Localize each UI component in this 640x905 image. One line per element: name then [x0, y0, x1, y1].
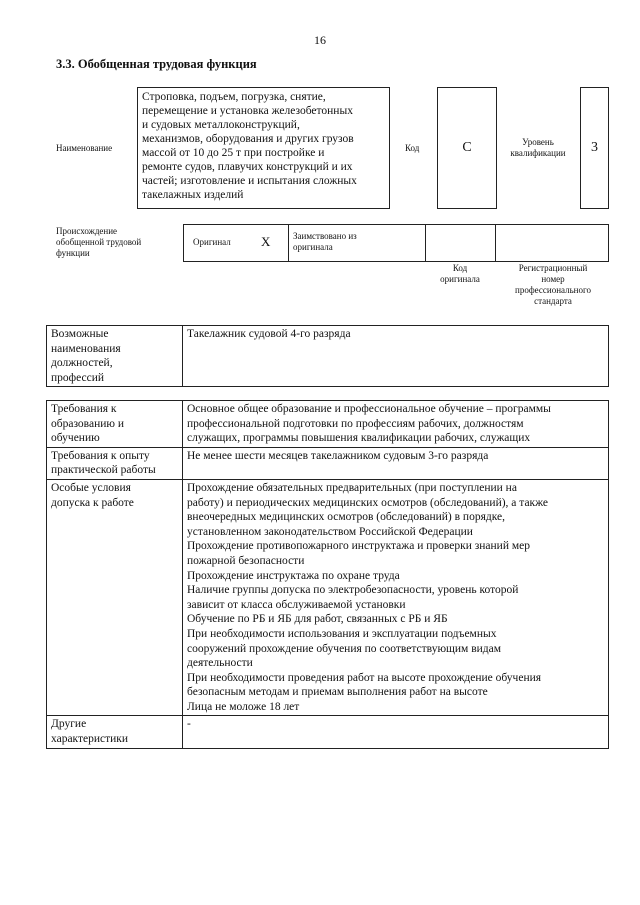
- origin-label-line: обобщенной трудовой: [56, 237, 142, 247]
- origin-label: [56, 226, 141, 259]
- borrowed-label-line: оригинала: [293, 242, 333, 252]
- possible-names-table: [46, 325, 609, 387]
- special-conditions-label-line: Особые условия: [51, 481, 131, 494]
- special-conditions-line: Лица не моложе 18 лет: [187, 700, 300, 713]
- level-box: [580, 87, 609, 209]
- name-line: такелажных изделий: [142, 189, 244, 201]
- name-line: массой от 10 до 25 т при постройке и: [142, 147, 325, 159]
- education-line: служащих, программы повышения квалификации рабочих, служащих: [187, 432, 531, 445]
- special-conditions-line: Прохождение противопожарного инструктажа и проверки знаний мер: [187, 540, 530, 553]
- special-conditions-line: зависит от класса обслуживаемой установки: [187, 598, 406, 611]
- code-original-caption-line: оригинала: [440, 274, 480, 284]
- name-line: перемещение и установка железобетонных: [142, 105, 353, 117]
- reg-number-caption-line: Регистрационный: [518, 263, 588, 273]
- possible-names-value: Такелажник судовой 4-го разряда: [183, 326, 609, 387]
- special-conditions-line: Наличие группы допуска по электробезопасности, уровень которой: [187, 584, 519, 597]
- special-conditions-label: [47, 479, 183, 716]
- table-row: [47, 447, 609, 479]
- special-conditions-value: [183, 479, 609, 716]
- experience-label: [47, 447, 183, 479]
- education-value: [183, 401, 609, 448]
- original-label: Оригинал: [193, 237, 231, 247]
- reg-number-caption-line: профессионального: [515, 285, 591, 295]
- borrowed-label: [293, 231, 357, 253]
- code-label: Код: [405, 143, 420, 153]
- experience-line: Не менее шести месяцев такелажником судовым 3-го разряда: [187, 449, 489, 462]
- origin-label-line: Происхождение: [56, 226, 118, 236]
- table-row: [47, 326, 609, 387]
- other-characteristics-label: [47, 716, 183, 748]
- special-conditions-line: пожарной безопасности: [187, 554, 305, 567]
- special-conditions-line: Прохождение обязательных предварительных (при поступлении на: [187, 481, 517, 494]
- education-label: [47, 401, 183, 448]
- possible-names-label-line: Возможные: [51, 328, 109, 340]
- borrowed-label-line: Заимствовано из: [293, 231, 357, 241]
- special-conditions-line: деятельности: [187, 657, 253, 670]
- origin-table: [183, 224, 609, 262]
- education-label-line: Требования к: [51, 403, 117, 415]
- education-label-line: образованию и: [51, 417, 124, 430]
- special-conditions-line: При необходимости проведения работ на высоте прохождение обучения: [187, 671, 542, 684]
- name-box: [137, 87, 390, 209]
- reg-number-caption-line: стандарта: [534, 296, 572, 306]
- other-characteristics-label-line: Другие: [51, 718, 87, 731]
- experience-label-line: практической работы: [51, 464, 156, 477]
- table-row: [47, 479, 609, 716]
- special-conditions-label-line: допуска к работе: [51, 496, 134, 509]
- level-label-line: квалификации: [510, 148, 566, 158]
- code-value: С: [462, 140, 472, 155]
- possible-names-label: [47, 326, 183, 387]
- code-original-caption: [426, 263, 494, 285]
- original-mark: X: [261, 234, 271, 249]
- possible-names-label-line: должностей,: [51, 357, 113, 370]
- possible-names-label-line: наименования: [51, 342, 121, 355]
- table-row: [47, 716, 609, 748]
- special-conditions-line: Обучение по РБ и ЯБ для работ, связанных с РБ и ЯБ: [187, 613, 448, 626]
- name-line: и судовых металлоконструкций,: [142, 119, 300, 131]
- special-conditions-line: При необходимости использования и эксплуатации подъемных: [187, 627, 497, 640]
- other-characteristics-label-line: характеристики: [51, 733, 129, 746]
- origin-divider: [425, 225, 426, 261]
- requirements-table: [46, 400, 609, 749]
- special-conditions-line: работу) и периодических медицинских осмотров (обследований), а также: [187, 496, 549, 509]
- table-row: [47, 401, 609, 448]
- other-characteristics-value: -: [183, 716, 609, 748]
- experience-value: [183, 447, 609, 479]
- level-label: [500, 137, 576, 159]
- code-box: [437, 87, 497, 209]
- education-line: Основное общее образование и профессиональное обучение – программы: [187, 403, 551, 415]
- origin-divider: [288, 225, 289, 261]
- code-original-caption-line: Код: [452, 263, 468, 273]
- experience-label-line: Требования к опыту: [51, 449, 150, 462]
- section-title: 3.3. Обобщенная трудовая функция: [56, 57, 257, 71]
- name-label: Наименование: [56, 143, 113, 153]
- name-line: ремонте судов, плавучих конструкций и их: [142, 161, 353, 173]
- special-conditions-line: Прохождение инструктажа по охране труда: [187, 569, 400, 582]
- origin-label-line: функции: [56, 248, 90, 258]
- reg-number-caption: [497, 263, 609, 307]
- education-label-line: обучению: [51, 432, 100, 445]
- special-conditions-line: безопасным методам и приемам выполнения работ на высоте: [187, 686, 488, 699]
- page-number: 16: [314, 33, 326, 47]
- name-line: частей; изготовление и испытания сложных: [142, 175, 357, 187]
- reg-number-caption-line: номер: [541, 274, 565, 284]
- special-conditions-line: сооружений прохождение обучения по соответствующим видам: [187, 642, 502, 655]
- special-conditions-line: установленном законодательством Российской Федерации: [187, 525, 473, 538]
- education-line: профессиональной подготовки по профессиям рабочих, должностям: [187, 417, 524, 430]
- level-label-line: Уровень: [522, 137, 554, 147]
- name-line: Строповка, подъем, погрузка, снятие,: [142, 91, 326, 103]
- level-value: 3: [591, 140, 598, 155]
- possible-names-label-line: профессий: [51, 371, 105, 384]
- name-line: механизмов, оборудования и других грузов: [142, 133, 354, 145]
- special-conditions-line: внеочередных медицинских осмотров (обследований) в порядке,: [187, 511, 506, 524]
- origin-divider: [495, 225, 496, 261]
